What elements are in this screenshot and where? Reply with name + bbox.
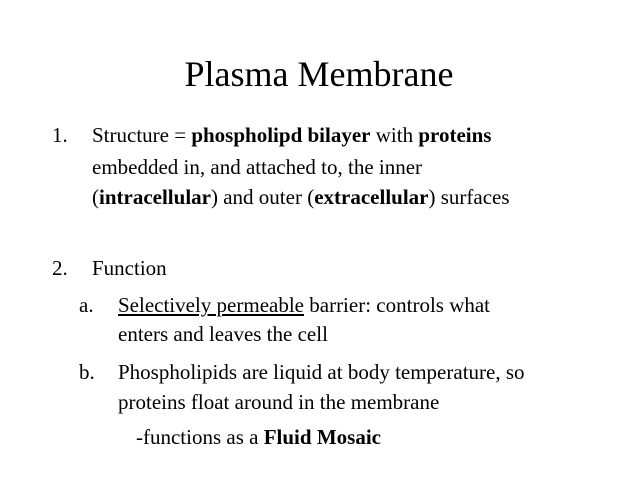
item-1-line-3 <box>92 184 510 210</box>
item-1-text: with <box>370 123 419 147</box>
sub-b-text: -functions as a <box>136 425 264 449</box>
sub-b-line-1: Phospholipids are liquid at body temperature, so <box>118 360 525 384</box>
item-1-bold-extracellular: extracellular <box>314 185 429 209</box>
sub-b-line-2: proteins float around in the membrane <box>118 390 440 414</box>
item-1-line-2: embedded in, and attached to, the inner <box>92 155 423 179</box>
slide-title: Plasma Membrane <box>184 54 454 94</box>
sub-b-marker: b. <box>79 360 95 384</box>
sub-a-underlined-term: Selectively permeable <box>118 293 304 317</box>
sub-a-text: barrier: controls what <box>304 293 491 317</box>
item-1-bold-intracellular: intracellular <box>99 185 211 209</box>
sub-b-line-3 <box>136 424 381 450</box>
item-1-text: ( <box>92 185 99 209</box>
item-1-text: ) and outer ( <box>210 185 315 209</box>
sub-a-line-2: enters and leaves the cell <box>118 322 328 346</box>
item-2-marker: 2. <box>52 256 68 280</box>
item-1-text: Structure = <box>92 123 192 147</box>
sub-b-bold-fluid-mosaic: Fluid Mosaic <box>263 425 381 449</box>
item-1-marker: 1. <box>52 123 68 147</box>
item-2-heading: Function <box>92 256 167 280</box>
sub-a-marker: a. <box>79 293 94 317</box>
item-1-line-1 <box>92 122 491 148</box>
item-1-text: ) surfaces <box>428 185 510 209</box>
sub-a-line-1 <box>118 292 490 318</box>
item-1-bold-phospholipid: phospholipd bilayer <box>191 123 371 147</box>
item-1-bold-proteins: proteins <box>418 123 492 147</box>
